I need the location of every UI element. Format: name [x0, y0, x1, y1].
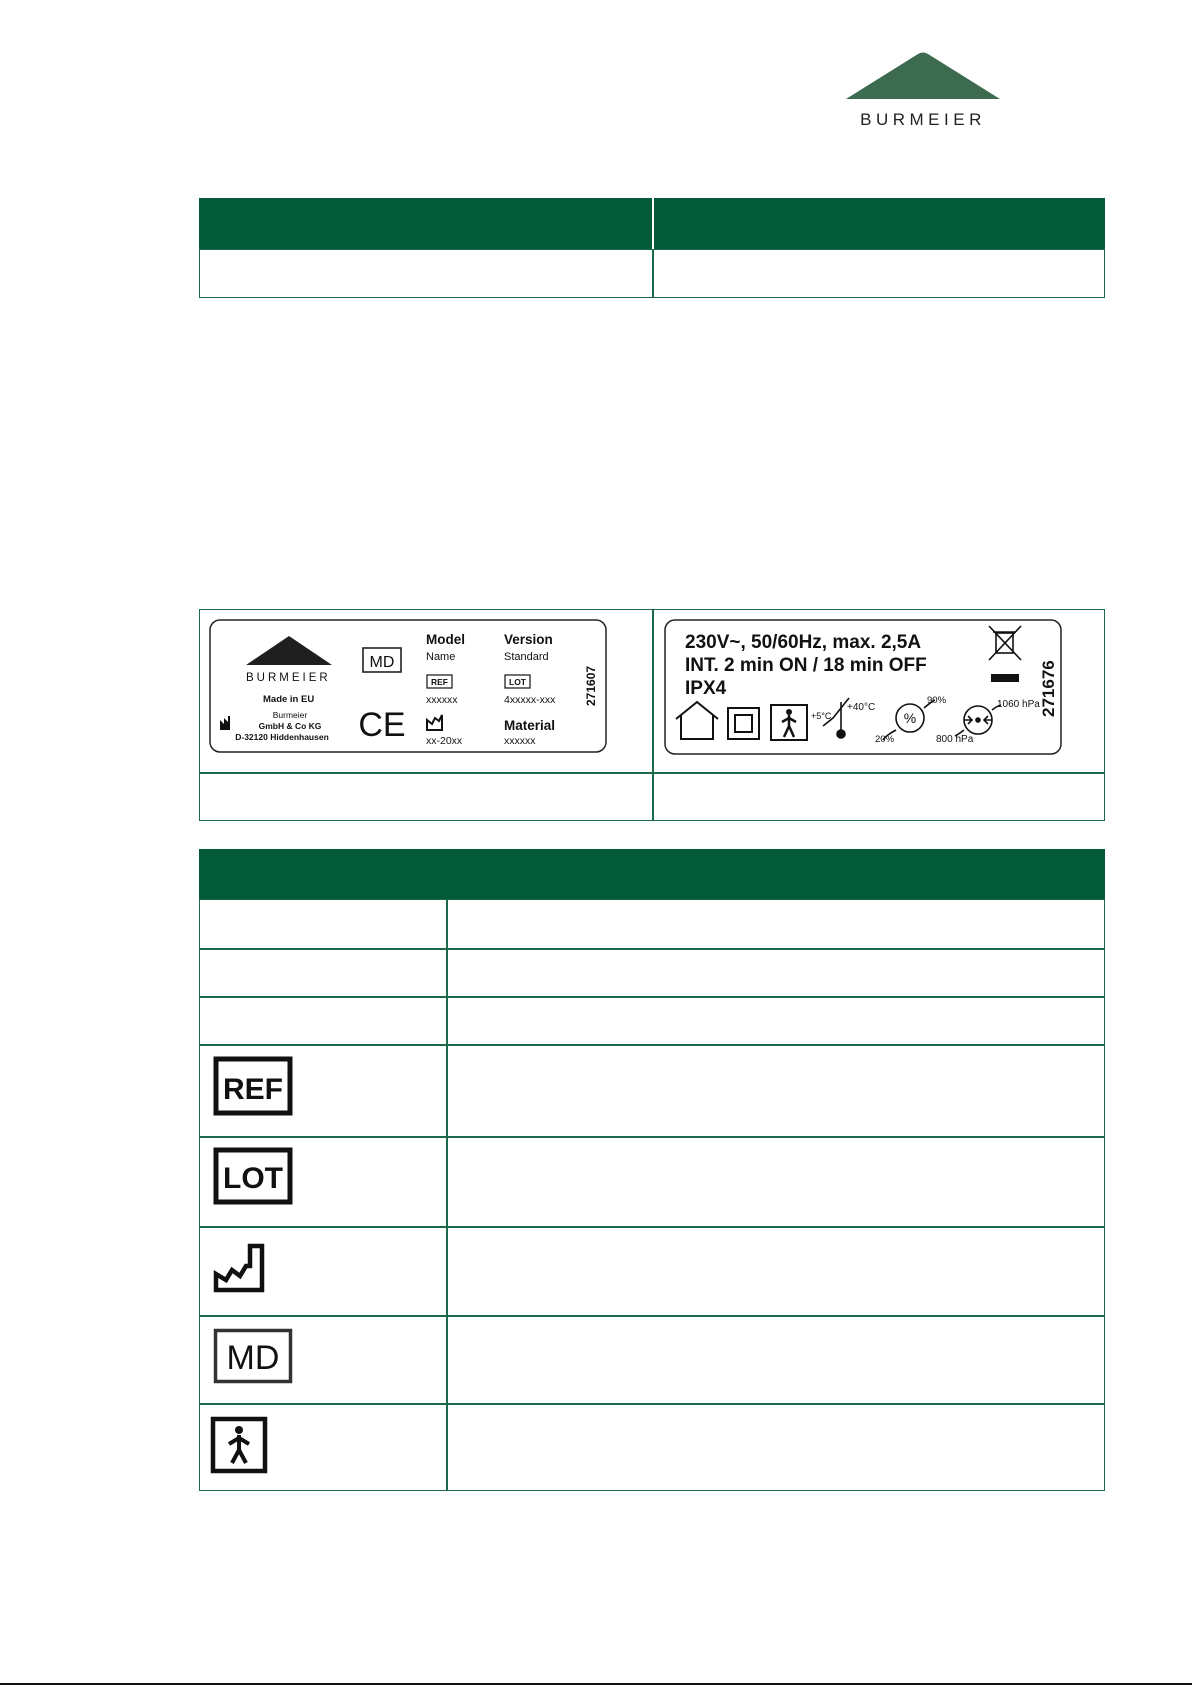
material-value: xxxxxx — [504, 735, 536, 747]
symbols-row-divider-4 — [199, 1136, 1105, 1138]
ce-mark: CE — [358, 706, 406, 744]
power-line-2: INT. 2 min ON / 18 min OFF — [685, 655, 927, 676]
humidity-symbol: % — [903, 710, 917, 726]
logo-triangle-icon — [838, 50, 1008, 130]
label-md-text: MD — [369, 654, 395, 671]
power-line-1: 230V~, 50/60Hz, max. 2,5A — [685, 632, 922, 653]
power-line-3: IPX4 — [685, 678, 727, 699]
label-brand-text: BURMEIER — [246, 672, 331, 684]
material-heading: Material — [504, 718, 556, 733]
model-heading: Model — [426, 632, 465, 647]
manufacturer-line-2: GmbH & Co KG — [258, 721, 322, 731]
table1-divider-body — [652, 249, 654, 298]
pressure-high: 1060 hPa — [997, 699, 1040, 710]
label-ref-text: REF — [431, 677, 448, 687]
type-label — [208, 618, 608, 754]
symbols-row-divider-5 — [199, 1226, 1105, 1228]
version-heading: Version — [504, 632, 553, 647]
humidity-high: 90% — [927, 695, 947, 706]
labels-table-col-divider — [652, 609, 654, 821]
lot-value: 4xxxxx-xxx — [504, 694, 556, 706]
symbols-row-divider-2 — [199, 996, 1105, 998]
bf-applied-part-icon — [210, 1416, 268, 1474]
label-serial-vertical: 271607 — [584, 665, 598, 706]
symbols-table-header — [199, 849, 1105, 899]
manufacturer-line-3: D-32120 Hiddenhausen — [235, 732, 329, 742]
symbols-row-divider-7 — [199, 1403, 1105, 1405]
company-logo — [838, 50, 1008, 130]
humidity-low: 20% — [875, 734, 895, 745]
manufacturer-line-1: Burmeier — [272, 710, 308, 720]
temp-low: +5°C — [811, 711, 832, 721]
weee-bar — [991, 674, 1019, 682]
logo-text: BURMEIER — [860, 110, 986, 129]
pressure-low: 800 hPa — [936, 734, 974, 745]
lot-symbol-text: LOT — [223, 1162, 283, 1195]
label-lot-text: LOT — [509, 677, 526, 687]
md-symbol-text: MD — [226, 1339, 280, 1377]
ref-symbol-icon — [213, 1056, 293, 1116]
model-value: Name — [426, 651, 456, 663]
made-in-text: Made in EU — [263, 694, 315, 705]
md-symbol-icon — [213, 1328, 293, 1384]
symbols-row-divider-3 — [199, 1044, 1105, 1046]
power-label — [663, 618, 1063, 756]
lot-symbol-icon — [213, 1147, 293, 1205]
power-serial-vertical: 271676 — [1039, 660, 1058, 717]
symbols-row-divider-1 — [199, 948, 1105, 950]
ref-symbol-text: REF — [223, 1073, 283, 1106]
manufacturer-icon — [212, 1240, 268, 1294]
ref-value: xxxxxx — [426, 694, 458, 706]
symbols-row-divider-6 — [199, 1315, 1105, 1317]
version-value: Standard — [504, 651, 549, 663]
temp-high: +40°C — [847, 702, 876, 713]
date-value: xx-20xx — [426, 735, 463, 747]
